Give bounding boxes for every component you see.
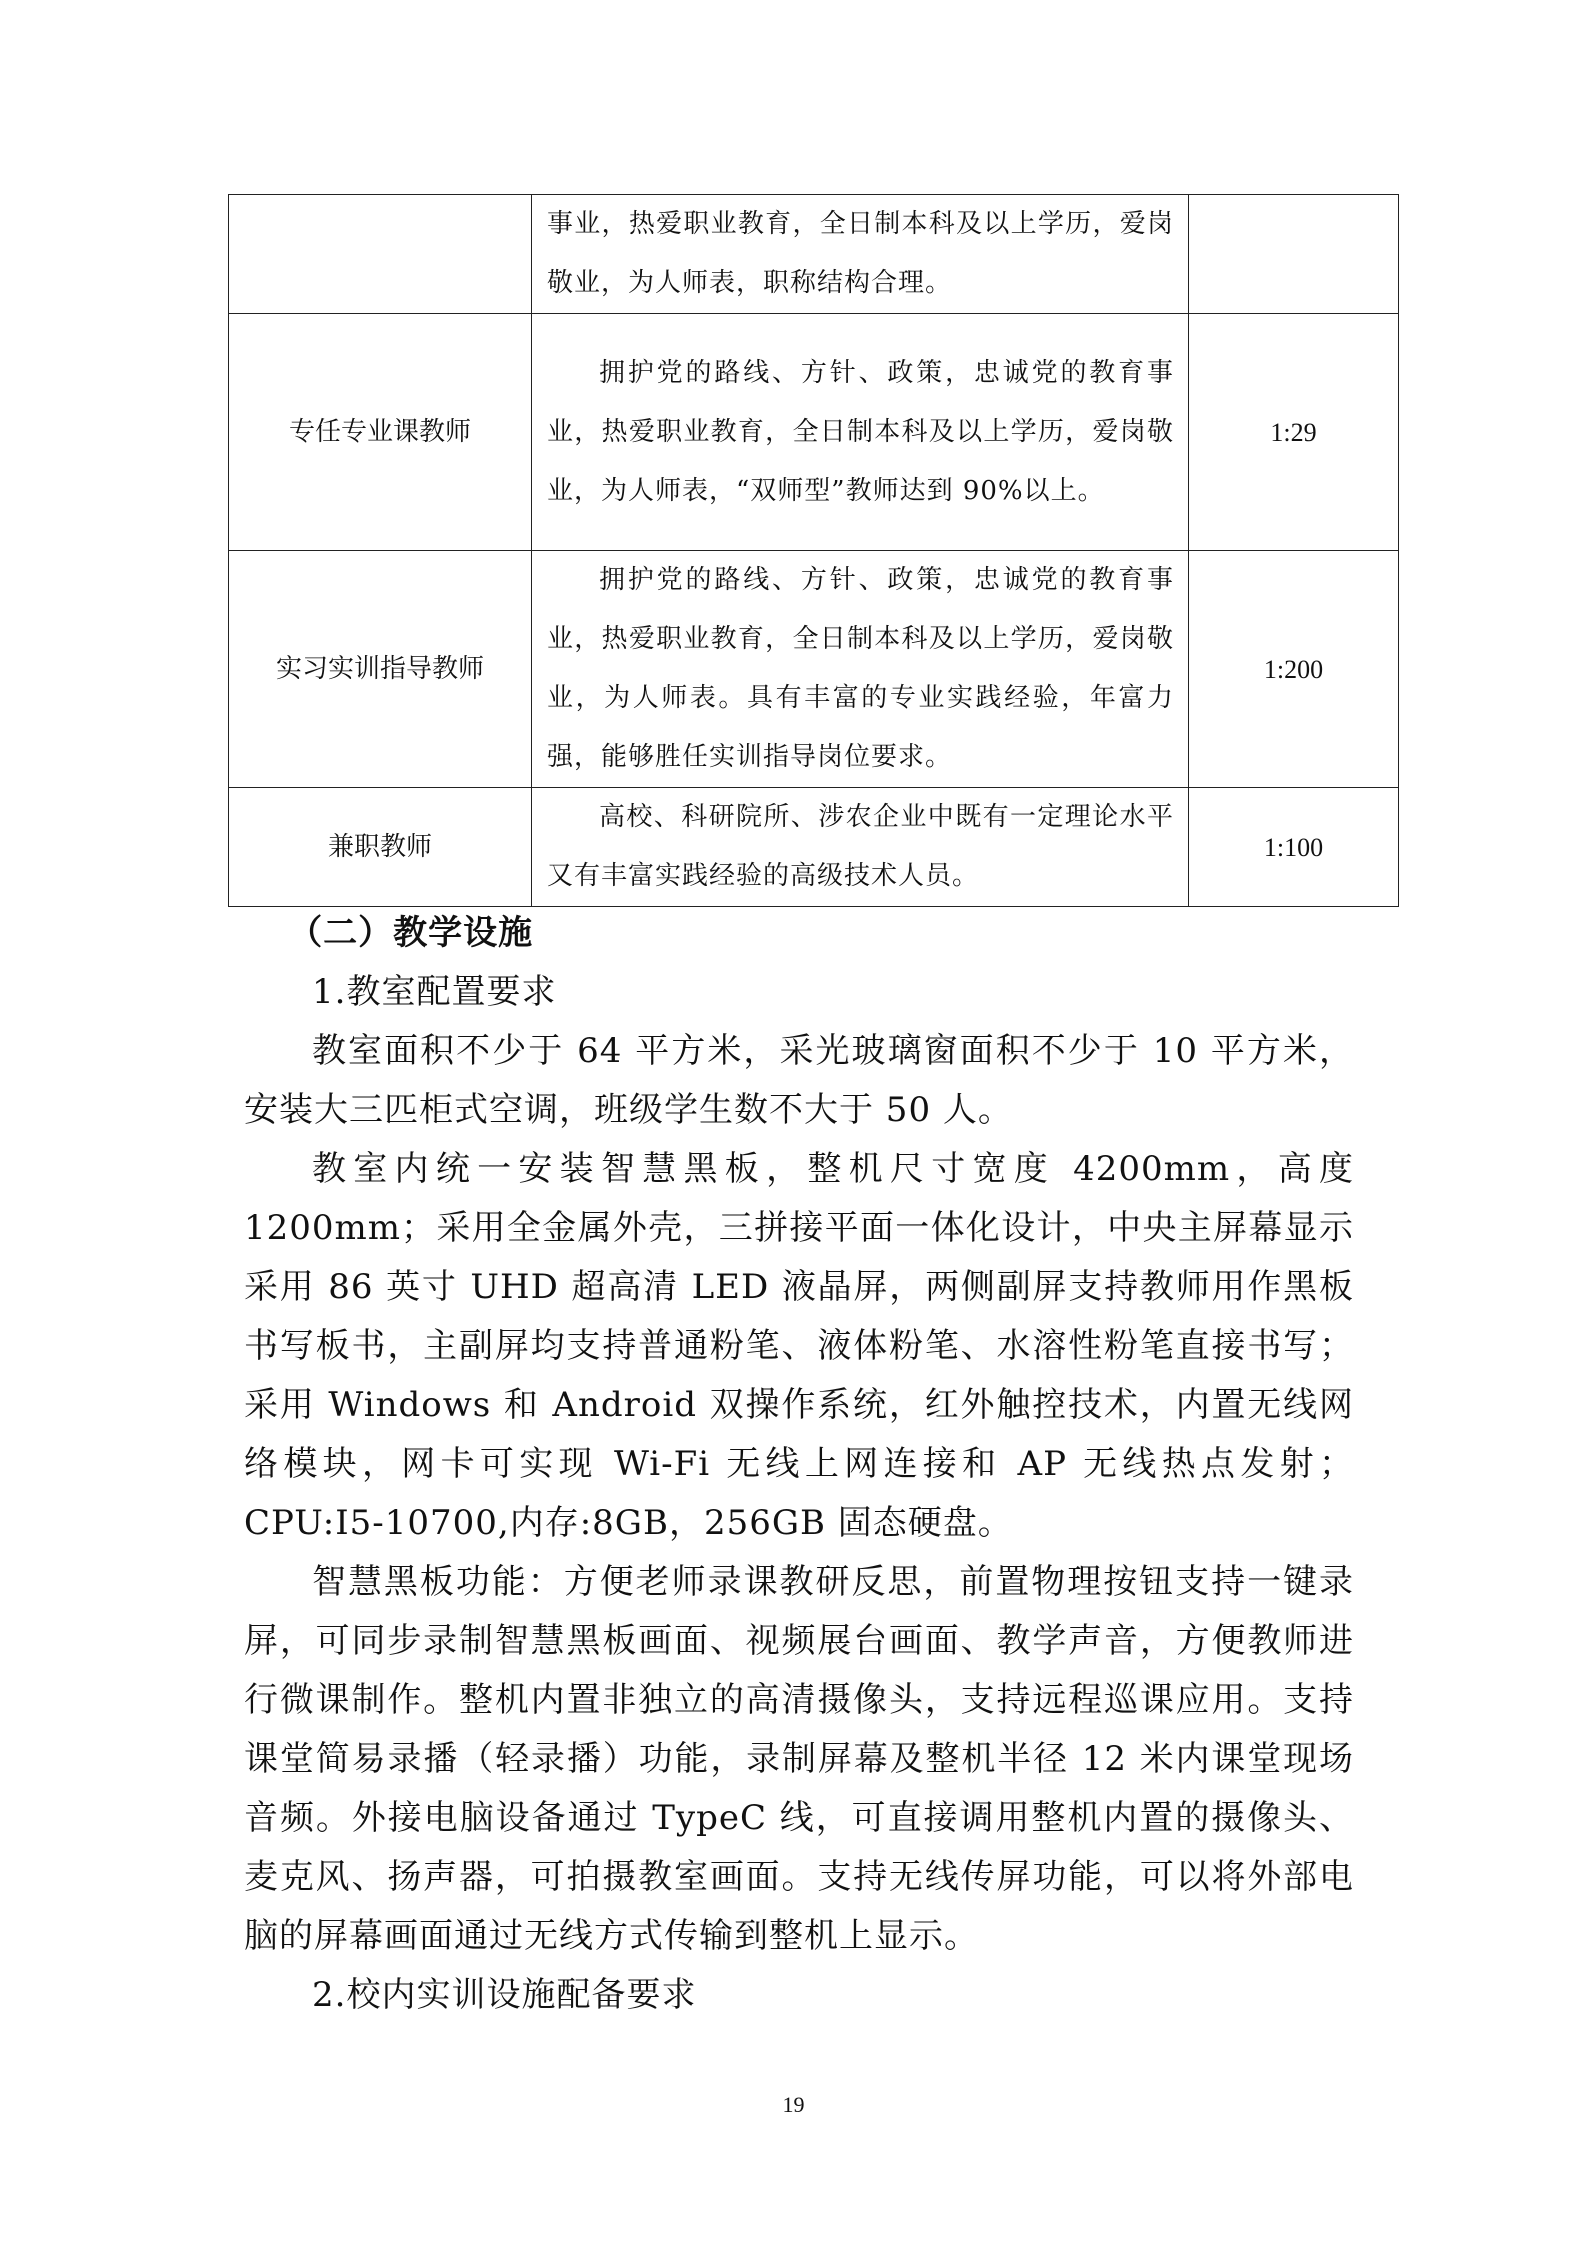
body-text [244,904,1354,2025]
requirement-text: 拥护党的路线、方针、政策，忠诚党的教育事业，热爱职业教育，全日制本科及以上学历，爱岗敬业，为人师表。具有丰富的专业实践经验，年富力强，能够胜任实训指导岗位要求。 [547,565,1174,772]
teacher-type-cell: 兼职教师 [229,788,532,907]
paragraph: 智慧黑板功能：方便老师录课教研反思，前置物理按钮支持一键录屏，可同步录制智慧黑板画面、视频展台画面、教学声音，方便教师进行微课制作。整机内置非独立的高清摄像头，支持远程巡课应用。支持课堂简易录播（轻录播）功能，录制屏幕及整机半径 12 米内课堂现场音频。外接电脑设备通过 TypeC 线，可直接调用整机内置的摄像头、麦克风、扬声器，可拍摄教室画面。支持无线传屏功能，可以将外部电脑的屏幕画面通过无线方式传输到整机上显示。 [244,1562,1354,1956]
teacher-type-cell [229,195,532,314]
paragraph: 教室内统一安装智慧黑板，整机尺寸宽度 4200mm，高度 1200mm；采用全金属外壳，三拼接平面一体化设计，中央主屏幕显示采用 86 英寸 UHD 超高清 LED 液晶屏，两侧副屏支持教师用作黑板书写板书，主副屏均支持普通粉笔、液体粉笔、水溶性粉笔直接书写；采用 Windows 和 Android 双操作系统，红外触控技术，内置无线网络模块，网卡可实现 Wi-Fi 无线上网连接和 AP 无线热点发射；CPU:I5-10700,内存:8GB，256GB 固态硬盘。 [244,1149,1354,1543]
table-row [229,788,1399,907]
ratio-cell [1189,195,1399,314]
requirement-cell [532,551,1189,788]
teacher-type-cell: 实习实训指导教师 [229,551,532,788]
paragraph: 教室面积不少于 64 平方米，采光玻璃窗面积不少于 10 平方米，安装大三匹柜式空调，班级学生数不大于 50 人。 [244,1031,1354,1130]
requirement-text: 拥护党的路线、方针、政策，忠诚党的教育事业，热爱职业教育，全日制本科及以上学历，爱岗敬业，为人师表，“双师型”教师达到 90%以上。 [547,357,1174,506]
teacher-type-cell: 专任专业课教师 [229,314,532,551]
subsection-title: 1.教室配置要求 [312,972,557,1012]
requirement-text: 事业，热爱职业教育，全日制本科及以上学历，爱岗敬业，为人师表，职称结构合理。 [547,209,1174,298]
subsection-title: 2.校内实训设施配备要求 [312,1975,697,2015]
requirement-text: 高校、科研院所、涉农企业中既有一定理论水平又有丰富实践经验的高级技术人员。 [547,802,1174,891]
ratio-cell: 1:200 [1189,551,1399,788]
requirement-cell [532,314,1189,551]
table-row [229,314,1399,551]
requirement-cell [532,788,1189,907]
requirement-cell [532,195,1189,314]
ratio-cell: 1:100 [1189,788,1399,907]
ratio-cell: 1:29 [1189,314,1399,551]
section-heading: （二）教学设施 [288,913,534,953]
teacher-requirements-table [228,194,1399,907]
table-row [229,551,1399,788]
table-row [229,195,1399,314]
page-number: 19 [782,2092,805,2117]
